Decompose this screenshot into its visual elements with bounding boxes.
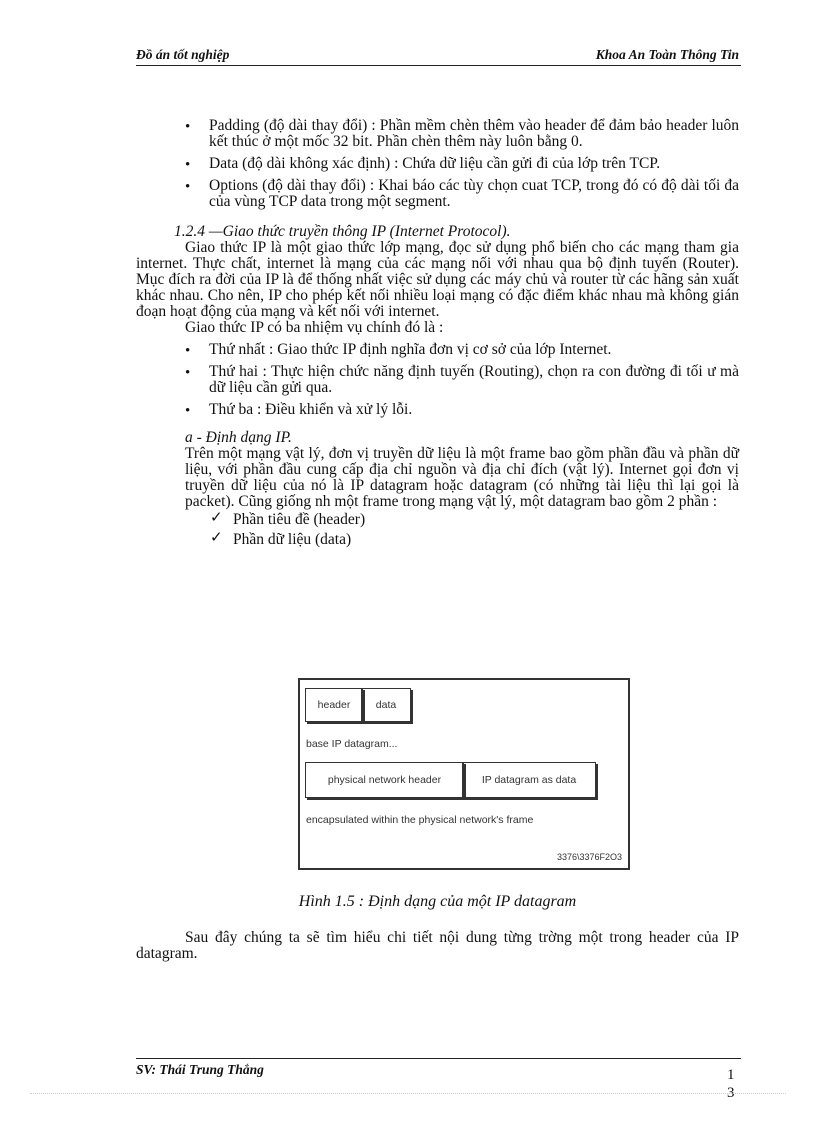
bullet-icon: • [185, 343, 191, 359]
header-box: header [305, 688, 363, 722]
list-item: • Thứ hai : Thực hiện chức năng định tuyến (Routing), chọn ra con đường đi tối ư mà dữ liệu cần gửi qua. [185, 363, 739, 396]
subsection-paragraph: Trên một mạng vật lý, đơn vị truyền dữ liệu là một frame bao gồm phần đầu và phần dữ liệu, với phần đầu cung cấp địa chỉ nguồn và địa chỉ đích (vật lý). Internet gọi đơn vị truyền dữ liệu của nó là IP datagram hoặc datagram (có những tài liệu thì lại gọi là packet). Cũng giống nh một frame trong mạng vật lý, một datagram bao gồm 2 phần : [185, 445, 739, 510]
bullet-icon: • [185, 403, 191, 419]
encapsulated-label: encapsulated within the physical network's frame [306, 814, 534, 826]
student-name: SV: Thái Trung Thắng [136, 1062, 264, 1077]
physical-header-box: physical network header [305, 762, 464, 798]
header-left: Đồ án tốt nghiệp [136, 47, 230, 62]
section-paragraph: Giao thức IP là một giao thức lớp mạng, đọc sử dụng phổ biến cho các mạng tham gia internet. Thực chất, internet là mạng của các mạng nối với nhau qua bộ định tuyến (Router). Mục đích ra đời của IP là để thống nhất việc sử dụng các máy chủ và router từ các hãng sản xuất khác nhau. Cho nên, IP cho phép kết nối nhiều loại mạng có đặc điểm khác nhau mà không gián đoạn hoạt động của mạng và kết nối với internet. [136, 239, 739, 320]
bullet-list-1 [136, 118, 739, 210]
page-header [136, 47, 741, 66]
checkmark-icon: ✓ [210, 510, 223, 526]
list-item: • Thứ ba : Điều khiển và xử lý lỗi. [185, 401, 413, 419]
list-item: ✓ Phần dữ liệu (data) [210, 530, 352, 548]
list-item: • Options (độ dài thay đổi) : Khai báo các tùy chọn cuat TCP, trong đó có độ dài tối đa của vùng TCP data trong một segment. [185, 177, 739, 210]
tasks-intro: Giao thức IP có ba nhiệm vụ chính đó là : [185, 319, 444, 336]
subsection-title: a - Định dạng IP. [185, 429, 292, 446]
bullet-icon: • [185, 119, 191, 135]
bullet-icon: • [185, 179, 191, 195]
section-title: 1.2.4 —Giao thức truyền thông IP (Internet Protocol). [174, 223, 511, 240]
bullet-list-2 [136, 342, 739, 418]
ip-datagram-figure [298, 678, 630, 870]
bullet-icon: • [185, 157, 191, 173]
page-number: 1 3 [727, 1067, 735, 1101]
check-list [136, 512, 739, 548]
list-item: ✓ Phần tiêu đề (header) [210, 510, 366, 528]
page-footer [136, 1058, 741, 1077]
list-item: • Thứ nhất : Giao thức IP định nghĩa đơn vị cơ sở của lớp Internet. [185, 341, 612, 359]
figure-caption: Hình 1.5 : Định dạng của một IP datagram [298, 893, 577, 910]
data-box: data [361, 688, 411, 722]
bullet-icon: • [185, 365, 191, 381]
ip-data-box: IP datagram as data [462, 762, 596, 798]
base-datagram-label: base IP datagram... [306, 738, 398, 750]
page-edge-line [30, 1093, 786, 1094]
list-item: • Padding (độ dài thay đổi) : Phần mềm chèn thêm vào header để đảm bảo header luôn kết thúc ở một mốc 32 bit. Phần chèn thêm này luôn bằng 0. [185, 117, 739, 150]
page-content [136, 118, 739, 552]
header-right: Khoa An Toàn Thông Tin [595, 47, 739, 62]
figure-code: 3376\3376F2O3 [556, 852, 622, 862]
closing-paragraph: Sau đây chúng ta sẽ tìm hiểu chi tiết nội dung từng trờng một trong header của IP datagram. [136, 929, 739, 962]
list-item: • Data (độ dài không xác định) : Chứa dữ liệu cần gửi đi của lớp trên TCP. [185, 155, 661, 173]
checkmark-icon: ✓ [210, 530, 223, 546]
